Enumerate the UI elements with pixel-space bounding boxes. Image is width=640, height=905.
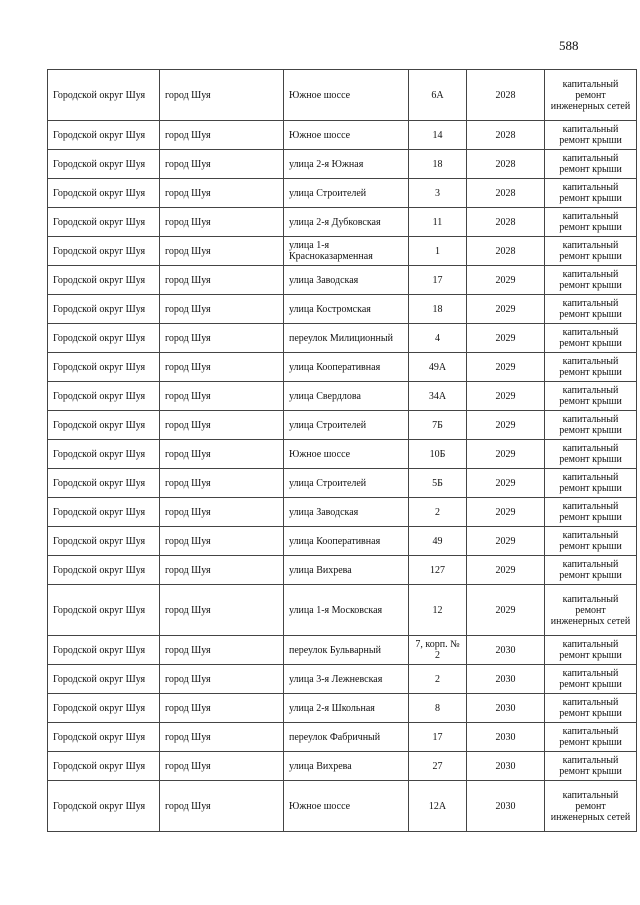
house-number-cell: 2 bbox=[409, 665, 467, 694]
table-row bbox=[48, 411, 637, 440]
year-cell: 2029 bbox=[467, 585, 545, 636]
house-number-cell: 14 bbox=[409, 121, 467, 150]
year-cell: 2030 bbox=[467, 636, 545, 665]
work-type-cell: капитальный ремонт крыши bbox=[545, 266, 637, 295]
district-cell: Городской округ Шуя bbox=[48, 723, 160, 752]
year-cell: 2030 bbox=[467, 665, 545, 694]
street-cell: улица 1-я Красноказарменная bbox=[284, 237, 409, 266]
year-cell: 2029 bbox=[467, 382, 545, 411]
house-number-cell: 4 bbox=[409, 324, 467, 353]
district-cell: Городской округ Шуя bbox=[48, 324, 160, 353]
work-type-cell: капитальный ремонт крыши bbox=[545, 665, 637, 694]
table-row bbox=[48, 150, 637, 179]
street-cell: Южное шоссе bbox=[284, 781, 409, 832]
year-cell: 2028 bbox=[467, 179, 545, 208]
street-cell: улица 2-я Школьная bbox=[284, 694, 409, 723]
year-cell: 2029 bbox=[467, 527, 545, 556]
district-cell: Городской округ Шуя bbox=[48, 353, 160, 382]
city-cell: город Шуя bbox=[160, 694, 284, 723]
district-cell: Городской округ Шуя bbox=[48, 781, 160, 832]
street-cell: переулок Милиционный bbox=[284, 324, 409, 353]
work-type-cell: капитальный ремонт крыши bbox=[545, 353, 637, 382]
city-cell: город Шуя bbox=[160, 585, 284, 636]
house-number-cell: 5Б bbox=[409, 469, 467, 498]
district-cell: Городской округ Шуя bbox=[48, 694, 160, 723]
table-row bbox=[48, 469, 637, 498]
work-type-cell: капитальный ремонт инженерных сетей bbox=[545, 70, 637, 121]
house-number-cell: 2 bbox=[409, 498, 467, 527]
year-cell: 2028 bbox=[467, 121, 545, 150]
house-number-cell: 27 bbox=[409, 752, 467, 781]
city-cell: город Шуя bbox=[160, 556, 284, 585]
street-cell: улица Заводская bbox=[284, 266, 409, 295]
table-body bbox=[48, 70, 637, 832]
street-cell: улица Строителей bbox=[284, 469, 409, 498]
table-row bbox=[48, 694, 637, 723]
table-row bbox=[48, 440, 637, 469]
work-type-cell: капитальный ремонт крыши bbox=[545, 527, 637, 556]
table-row bbox=[48, 208, 637, 237]
street-cell: улица Свердлова bbox=[284, 382, 409, 411]
table-row bbox=[48, 353, 637, 382]
repair-schedule-table bbox=[47, 69, 637, 832]
table-row bbox=[48, 527, 637, 556]
year-cell: 2030 bbox=[467, 694, 545, 723]
year-cell: 2029 bbox=[467, 498, 545, 527]
work-type-cell: капитальный ремонт крыши bbox=[545, 295, 637, 324]
street-cell: улица 2-я Южная bbox=[284, 150, 409, 179]
table-row bbox=[48, 179, 637, 208]
city-cell: город Шуя bbox=[160, 121, 284, 150]
house-number-cell: 12 bbox=[409, 585, 467, 636]
house-number-cell: 12А bbox=[409, 781, 467, 832]
district-cell: Городской округ Шуя bbox=[48, 208, 160, 237]
work-type-cell: капитальный ремонт крыши bbox=[545, 556, 637, 585]
street-cell: улица Костромская bbox=[284, 295, 409, 324]
work-type-cell: капитальный ремонт крыши bbox=[545, 469, 637, 498]
year-cell: 2028 bbox=[467, 70, 545, 121]
table-row bbox=[48, 498, 637, 527]
house-number-cell: 10Б bbox=[409, 440, 467, 469]
work-type-cell: капитальный ремонт крыши bbox=[545, 324, 637, 353]
district-cell: Городской округ Шуя bbox=[48, 636, 160, 665]
year-cell: 2030 bbox=[467, 781, 545, 832]
district-cell: Городской округ Шуя bbox=[48, 295, 160, 324]
city-cell: город Шуя bbox=[160, 295, 284, 324]
work-type-cell: капитальный ремонт крыши bbox=[545, 208, 637, 237]
district-cell: Городской округ Шуя bbox=[48, 469, 160, 498]
year-cell: 2029 bbox=[467, 353, 545, 382]
district-cell: Городской округ Шуя bbox=[48, 440, 160, 469]
work-type-cell: капитальный ремонт крыши bbox=[545, 382, 637, 411]
table-row bbox=[48, 295, 637, 324]
street-cell: Южное шоссе bbox=[284, 70, 409, 121]
district-cell: Городской округ Шуя bbox=[48, 382, 160, 411]
district-cell: Городской округ Шуя bbox=[48, 237, 160, 266]
street-cell: улица Строителей bbox=[284, 411, 409, 440]
year-cell: 2029 bbox=[467, 295, 545, 324]
district-cell: Городской округ Шуя bbox=[48, 179, 160, 208]
street-cell: улица 3-я Лежневская bbox=[284, 665, 409, 694]
street-cell: Южное шоссе bbox=[284, 121, 409, 150]
house-number-cell: 8 bbox=[409, 694, 467, 723]
house-number-cell: 3 bbox=[409, 179, 467, 208]
work-type-cell: капитальный ремонт крыши bbox=[545, 694, 637, 723]
year-cell: 2030 bbox=[467, 752, 545, 781]
city-cell: город Шуя bbox=[160, 208, 284, 237]
house-number-cell: 34А bbox=[409, 382, 467, 411]
house-number-cell: 7Б bbox=[409, 411, 467, 440]
city-cell: город Шуя bbox=[160, 179, 284, 208]
city-cell: город Шуя bbox=[160, 723, 284, 752]
district-cell: Городской округ Шуя bbox=[48, 70, 160, 121]
city-cell: город Шуя bbox=[160, 150, 284, 179]
house-number-cell: 17 bbox=[409, 723, 467, 752]
work-type-cell: капитальный ремонт крыши bbox=[545, 440, 637, 469]
street-cell: улица Кооперативная bbox=[284, 353, 409, 382]
work-type-cell: капитальный ремонт крыши bbox=[545, 723, 637, 752]
house-number-cell: 11 bbox=[409, 208, 467, 237]
work-type-cell: капитальный ремонт крыши bbox=[545, 498, 637, 527]
table-row bbox=[48, 781, 637, 832]
city-cell: город Шуя bbox=[160, 752, 284, 781]
street-cell: улица Кооперативная bbox=[284, 527, 409, 556]
street-cell: улица Заводская bbox=[284, 498, 409, 527]
year-cell: 2029 bbox=[467, 324, 545, 353]
city-cell: город Шуя bbox=[160, 353, 284, 382]
work-type-cell: капитальный ремонт крыши bbox=[545, 636, 637, 665]
work-type-cell: капитальный ремонт инженерных сетей bbox=[545, 585, 637, 636]
district-cell: Городской округ Шуя bbox=[48, 527, 160, 556]
city-cell: город Шуя bbox=[160, 781, 284, 832]
house-number-cell: 18 bbox=[409, 295, 467, 324]
work-type-cell: капитальный ремонт инженерных сетей bbox=[545, 781, 637, 832]
house-number-cell: 6А bbox=[409, 70, 467, 121]
year-cell: 2029 bbox=[467, 266, 545, 295]
district-cell: Городской округ Шуя bbox=[48, 411, 160, 440]
city-cell: город Шуя bbox=[160, 411, 284, 440]
house-number-cell: 127 bbox=[409, 556, 467, 585]
table-row bbox=[48, 723, 637, 752]
work-type-cell: капитальный ремонт крыши bbox=[545, 121, 637, 150]
house-number-cell: 1 bbox=[409, 237, 467, 266]
street-cell: улица Строителей bbox=[284, 179, 409, 208]
year-cell: 2028 bbox=[467, 150, 545, 179]
year-cell: 2029 bbox=[467, 556, 545, 585]
city-cell: город Шуя bbox=[160, 70, 284, 121]
city-cell: город Шуя bbox=[160, 636, 284, 665]
year-cell: 2029 bbox=[467, 469, 545, 498]
house-number-cell: 17 bbox=[409, 266, 467, 295]
city-cell: город Шуя bbox=[160, 237, 284, 266]
district-cell: Городской округ Шуя bbox=[48, 585, 160, 636]
table-row bbox=[48, 556, 637, 585]
city-cell: город Шуя bbox=[160, 469, 284, 498]
street-cell: улица Вихрева bbox=[284, 752, 409, 781]
house-number-cell: 49А bbox=[409, 353, 467, 382]
street-cell: переулок Фабричный bbox=[284, 723, 409, 752]
work-type-cell: капитальный ремонт крыши bbox=[545, 752, 637, 781]
city-cell: город Шуя bbox=[160, 382, 284, 411]
city-cell: город Шуя bbox=[160, 498, 284, 527]
district-cell: Городской округ Шуя bbox=[48, 498, 160, 527]
year-cell: 2028 bbox=[467, 208, 545, 237]
table-row bbox=[48, 752, 637, 781]
district-cell: Городской округ Шуя bbox=[48, 121, 160, 150]
work-type-cell: капитальный ремонт крыши bbox=[545, 179, 637, 208]
city-cell: город Шуя bbox=[160, 324, 284, 353]
table-row bbox=[48, 266, 637, 295]
street-cell: Южное шоссе bbox=[284, 440, 409, 469]
table-row bbox=[48, 121, 637, 150]
work-type-cell: капитальный ремонт крыши bbox=[545, 411, 637, 440]
district-cell: Городской округ Шуя bbox=[48, 150, 160, 179]
year-cell: 2029 bbox=[467, 411, 545, 440]
street-cell: улица 2-я Дубковская bbox=[284, 208, 409, 237]
street-cell: улица Вихрева bbox=[284, 556, 409, 585]
city-cell: город Шуя bbox=[160, 527, 284, 556]
table-row bbox=[48, 237, 637, 266]
district-cell: Городской округ Шуя bbox=[48, 665, 160, 694]
district-cell: Городской округ Шуя bbox=[48, 556, 160, 585]
year-cell: 2028 bbox=[467, 237, 545, 266]
table-row bbox=[48, 585, 637, 636]
city-cell: город Шуя bbox=[160, 266, 284, 295]
year-cell: 2029 bbox=[467, 440, 545, 469]
table-row bbox=[48, 382, 637, 411]
city-cell: город Шуя bbox=[160, 665, 284, 694]
table-row bbox=[48, 70, 637, 121]
street-cell: улица 1-я Московская bbox=[284, 585, 409, 636]
street-cell: переулок Бульварный bbox=[284, 636, 409, 665]
work-type-cell: капитальный ремонт крыши bbox=[545, 150, 637, 179]
table-row bbox=[48, 636, 637, 665]
house-number-cell: 49 bbox=[409, 527, 467, 556]
district-cell: Городской округ Шуя bbox=[48, 266, 160, 295]
city-cell: город Шуя bbox=[160, 440, 284, 469]
table-row bbox=[48, 324, 637, 353]
work-type-cell: капитальный ремонт крыши bbox=[545, 237, 637, 266]
table-row bbox=[48, 665, 637, 694]
house-number-cell: 7, корп. № 2 bbox=[409, 636, 467, 665]
house-number-cell: 18 bbox=[409, 150, 467, 179]
page-number: 588 bbox=[559, 38, 579, 53]
year-cell: 2030 bbox=[467, 723, 545, 752]
district-cell: Городской округ Шуя bbox=[48, 752, 160, 781]
